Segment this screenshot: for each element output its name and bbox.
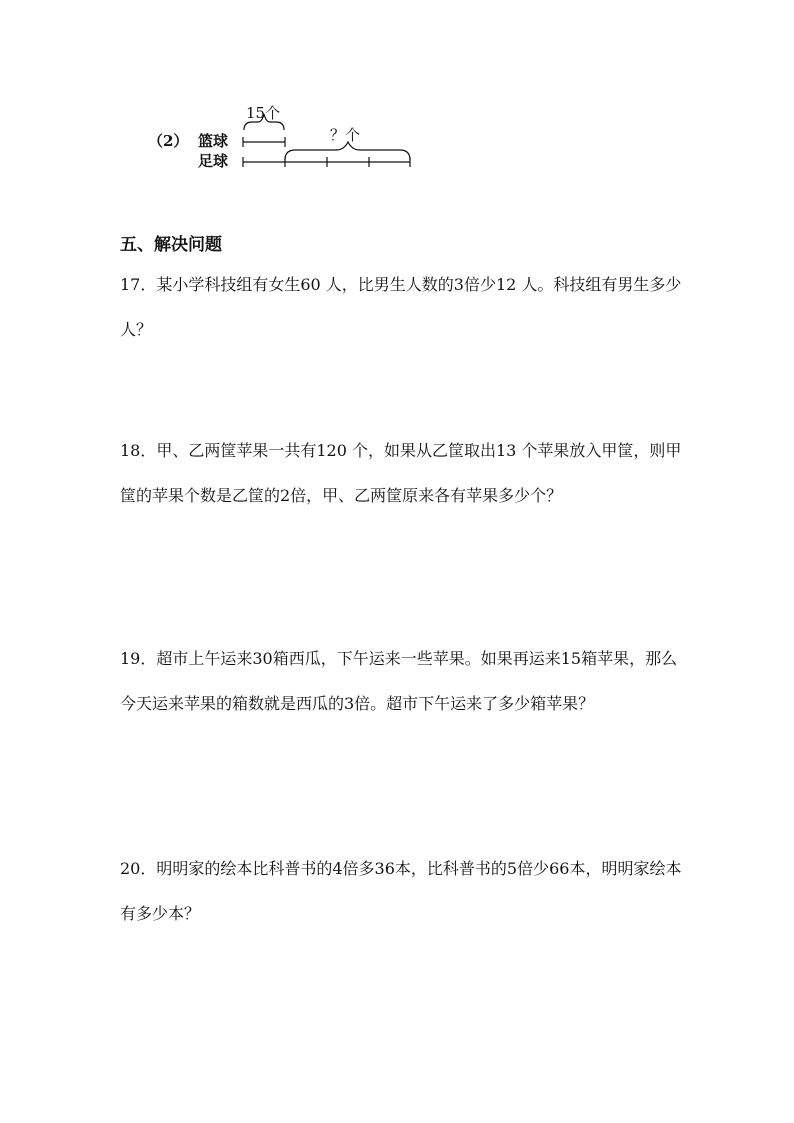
football-brace (285, 142, 410, 160)
unknown-quantity-label: ？个 (330, 126, 361, 144)
question-20: 20．明明家的绘本比科普书的4倍多36本，比科普书的5倍少66本，明明家绘本有多少本？ (120, 859, 682, 923)
question-17: 17．某小学科技组有女生60 人，比男生人数的3倍少12 人。科技组有男生多少人？ (120, 275, 682, 339)
segment-lines (148, 100, 428, 180)
question-19: 19．超市上午运来30箱西瓜，下午运来一些苹果。如果再运来15箱苹果，那么今天运来苹果的箱数就是西瓜的3倍。超市下午运来了多少箱苹果？ (120, 649, 678, 713)
basketball-label: 篮球 (198, 132, 229, 150)
question-18: 18．甲、乙两筐苹果一共有120 个，如果从乙筐取出13 个苹果放入甲筐，则甲筐的苹果个数是乙筐的2倍，甲、乙两筐原来各有苹果多少个？ (120, 441, 682, 505)
football-label: 足球 (198, 152, 229, 170)
line-segment-diagram (148, 100, 428, 180)
top-brace (244, 114, 284, 130)
top-quantity-label: 15个 (246, 104, 281, 122)
part-number: （2） (148, 132, 189, 150)
section-title: 五、解决问题 (120, 235, 222, 255)
